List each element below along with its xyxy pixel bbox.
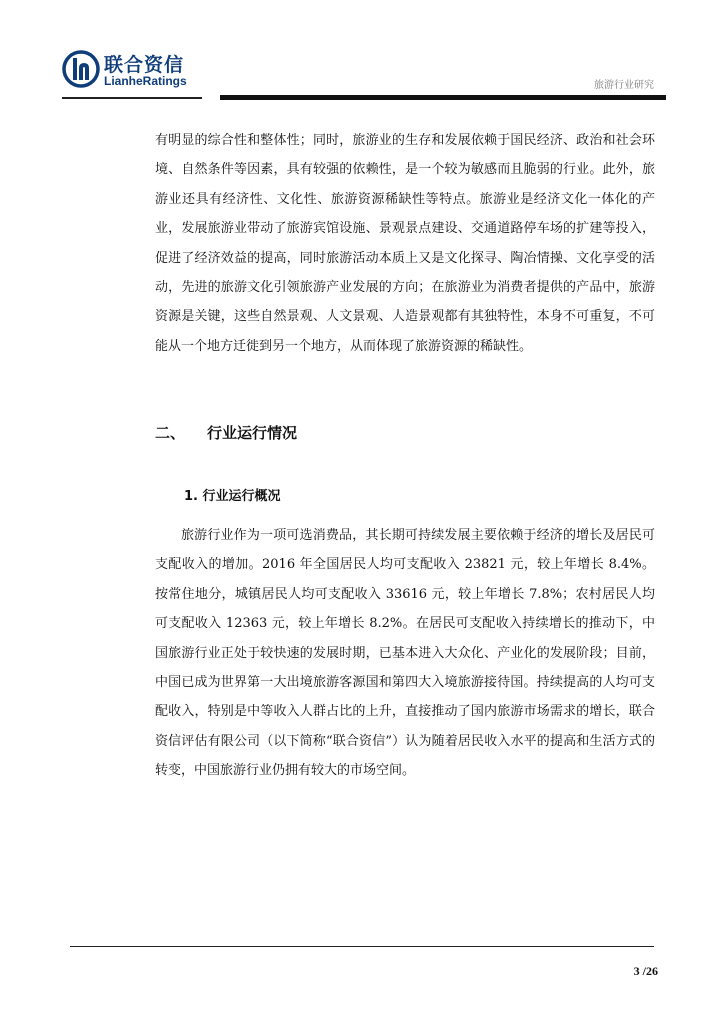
logo-chinese-name: 联合资信 <box>104 54 185 76</box>
intro-text-block <box>155 126 655 361</box>
subsection-heading: 1. 行业运行概况 <box>184 489 281 504</box>
section-heading <box>155 422 297 443</box>
header-divider-thick <box>220 95 666 100</box>
section-title: 行业运行情况 <box>207 424 298 442</box>
footer-divider <box>70 946 654 947</box>
page-number: 3 /26 <box>633 964 658 978</box>
header-divider-thin <box>62 97 202 99</box>
section-number: 二、 <box>155 424 186 442</box>
logo-english-name: LianheRatings <box>104 74 187 88</box>
intro-paragraph: 有明显的综合性和整体性；同时，旅游业的生存和发展依赖于国民经济、政治和社会环境、自然条件等因素，具有较强的依赖性，是一个较为敏感而且脆弱的行业。此外，旅游业还具有经济性、文化性、旅游资源稀缺性等特点。旅游业是经济文化一体化的产业，发展旅游业带动了旅游宾馆设施、景观景点建设、交通道路停车场的扩建等投入，促进了经济效益的提高，同时旅游活动本质上又是文化探寻、陶冶情操、文化享受的活动，先进的旅游文化引领旅游产业发展的方向；在旅游业为消费者提供的产品中，旅游资源是关键，这些自然景观、人文景观、人造景观都有其独特性，本身不可重复，不可能从一个地方迁徙到另一个地方，从而体现了旅游资源的稀缺性。 <box>155 133 655 354</box>
lianhe-logo-icon <box>62 50 100 88</box>
body-text-block <box>155 521 655 786</box>
body-paragraph: 旅游行业作为一项可选消费品，其长期可持续发展主要依赖于经济的增长及居民可支配收入的增加。2016 年全国居民人均可支配收入 23821 元，较上年增长 8.4%。按常住地分，城镇居民人均可支配收入 33616 元，较上年增长 7.8%；农村居民人均可支配收入 12363 元，较上年增长 8.2%。在居民可支配收入持续增长的推动下，中国旅游行业正处于较快速的发展时期，已基本进入大众化、产业化的发展阶段；目前，中国已成为世界第一大出境旅游客源国和第四大入境旅游接待国。持续提高的人均可支配收入，特别是中等收入人群占比的上升，直接推动了国内旅游市场需求的增长，联合资信评估有限公司（以下简称“联合资信”）认为随着居民收入水平的提高和生活方式的转变，中国旅游行业仍拥有较大的市场空间。 <box>155 528 655 779</box>
report-category: 旅游行业研究 <box>594 80 654 91</box>
